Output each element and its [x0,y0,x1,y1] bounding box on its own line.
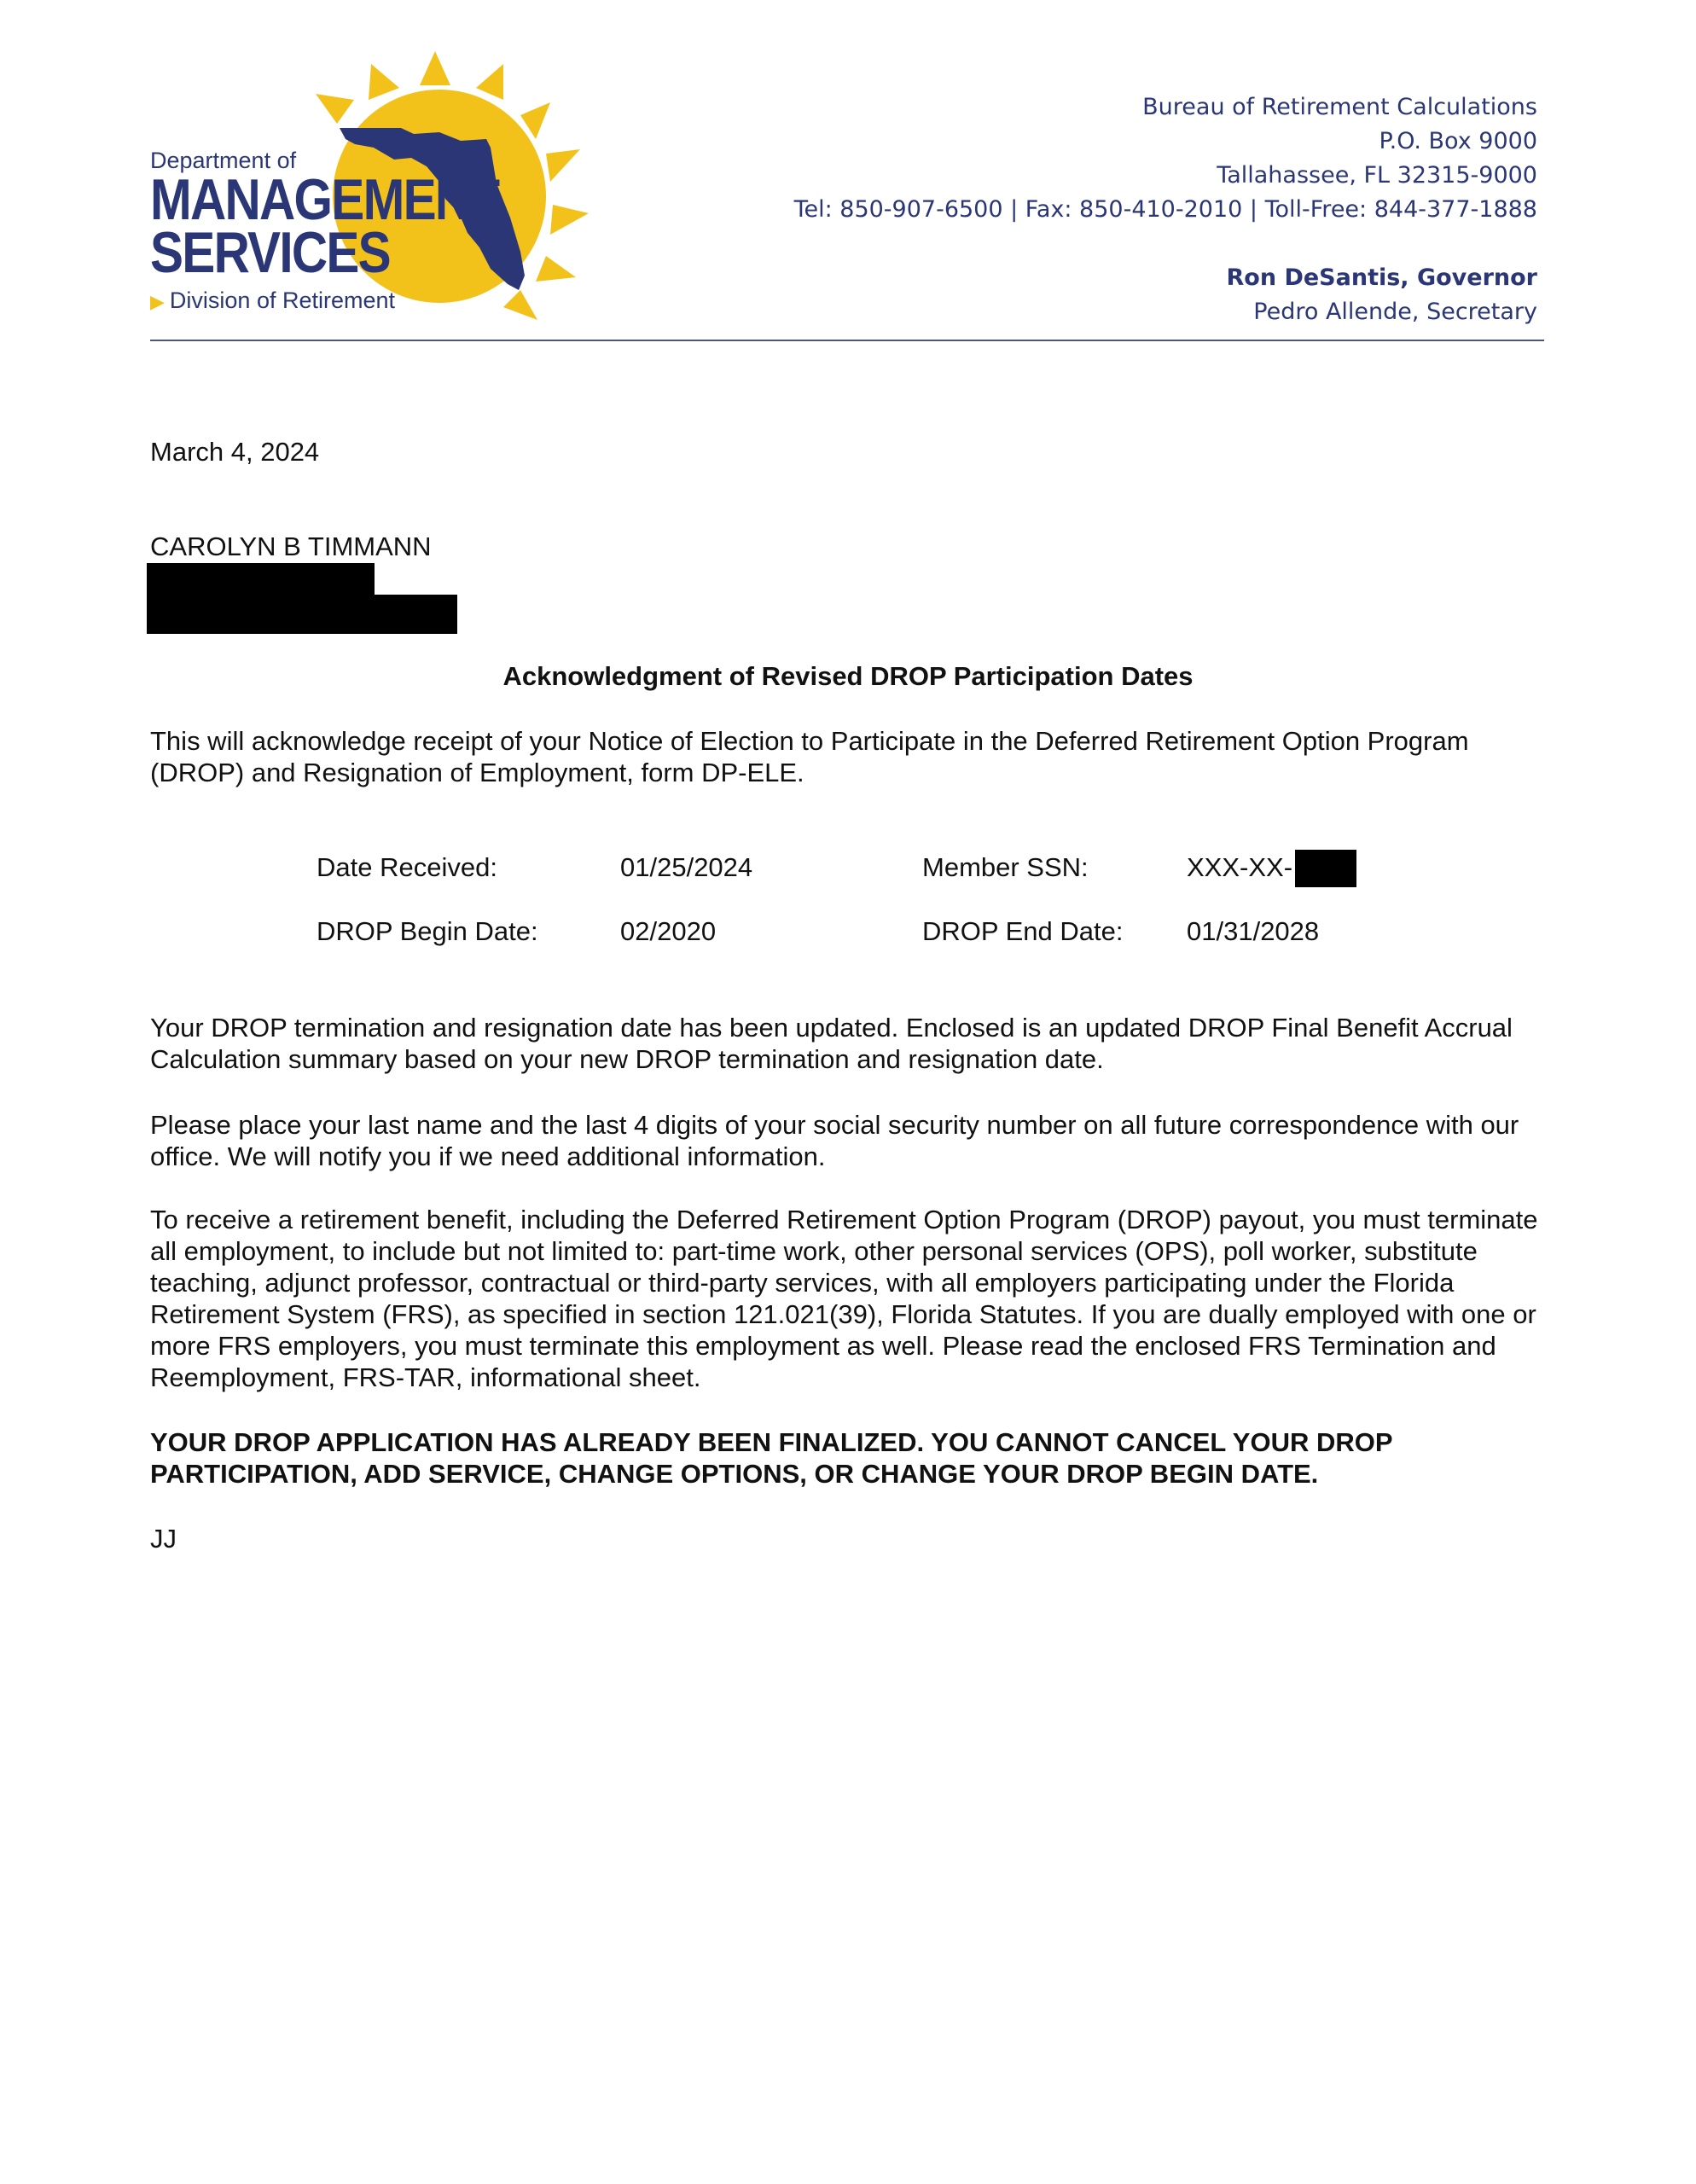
triangle-icon: ▶ [150,291,165,312]
division-label: Division of Retirement [169,288,396,313]
secretary-name: Pedro Allende, Secretary [1253,299,1537,325]
recipient-name: CAROLYN B TIMMANN [150,531,432,561]
updated-paragraph: Your DROP termination and resignation date has been updated. Enclosed is an updated DROP Final Benefit Accrual Calculation summary based on your new DROP termination and resignation date. [150,1013,1513,1074]
correspondence-paragraph: Please place your last name and the last 4 digits of your social security number on all future correspondence with our office. We will notify you if we need additional information. [150,1110,1519,1171]
redacted-address-line-1 [147,563,375,595]
date-received-label: Date Received: [317,852,497,882]
header-divider [150,340,1544,341]
bureau-address [794,90,1537,329]
finalized-warning: YOUR DROP APPLICATION HAS ALREADY BEEN FINALIZED. YOU CANNOT CANCEL YOUR DROP PARTICIPATION, ADD SERVICE, CHANGE OPTIONS, OR CHANGE YOUR DROP BEGIN DATE. [150,1427,1392,1489]
letter-subject: Acknowledgment of Revised DROP Participation Dates [502,661,1194,691]
intro-paragraph: This will acknowledge receipt of your Notice of Election to Participate in the Deferred Retirement Option Program (DROP) and Resignation of Employment, form DP-ELE. [150,726,1469,787]
member-ssn-value: XXX-XX- [1187,852,1293,882]
redacted-address-line-2 [147,595,457,634]
drop-begin-label: DROP Begin Date: [317,916,538,946]
services-text: SERVICES [150,220,390,285]
dms-logo [145,47,606,328]
letter-date: March 4, 2024 [150,437,320,467]
drop-begin-value: 02/2020 [620,916,717,946]
phone-numbers: Tel: 850-907-6500 | Fax: 850-410-2010 | Toll-Free: 844-377-1888 [793,196,1537,223]
member-ssn-label: Member SSN: [922,852,1089,882]
typist-initials: JJ [150,1524,177,1554]
drop-end-value: 01/31/2028 [1187,916,1320,946]
po-box: P.O. Box 9000 [1379,128,1537,154]
termination-paragraph: To receive a retirement benefit, including the Deferred Retirement Option Program (DROP) payout, you must terminate all employment, to include but not limited to: part-time work, other personal services (OPS), poll worker, substitute teaching, adjunct professor, contractual or third-party services, with all employers participating under the Florida Retirement System (FRS), as specified in section 121.021(39), Florida Statutes. If you are dually employed with one or more FRS employers, you must terminate this employment as well. Please read the enclosed FRS Termination and Reemployment, FRS-TAR, informational sheet. [150,1205,1538,1392]
bureau-name: Bureau of Retirement Calculations [1142,94,1537,120]
division-text [150,286,555,317]
drop-end-label: DROP End Date: [922,916,1124,946]
dms-wordmark [150,148,555,317]
city-state-zip: Tallahassee, FL 32315-9000 [1217,162,1537,189]
date-received-value: 01/25/2024 [620,852,753,882]
redacted-ssn-digits [1295,850,1356,887]
governor-name: Ron DeSantis, Governor [1226,264,1537,291]
dept-of-text: Department of [150,148,297,173]
management-text: MANAGEMENT [150,167,499,232]
